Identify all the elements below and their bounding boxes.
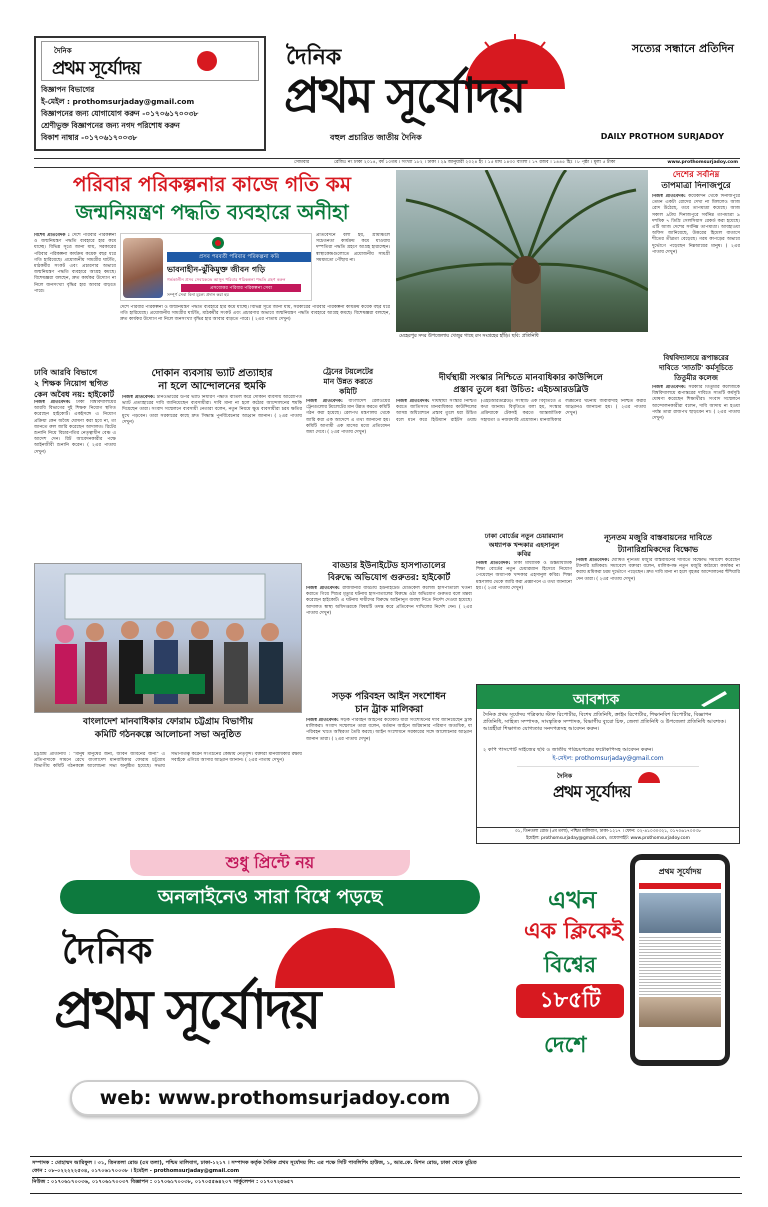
temperature-title1: দেশের সর্বনিম্ন xyxy=(672,170,720,180)
train-title3: কমিটি xyxy=(339,387,357,396)
banner-right xyxy=(514,850,754,1150)
banner-name: প্রথম সূর্যোদয় xyxy=(54,978,319,1041)
lead-title-line2: জন্মনিয়ন্ত্রণ পদ্ধতি ব্যবহারে অনীহা xyxy=(75,200,349,224)
titumir-body-text: সরকারি তিতুমীর কলেজকে বিশ্ববিদ্যালয়ে রূপান্তরের দাবিতে সাতটি কর্মসূচি ঘোষণা করেছেন শিক্ষার্থীরা। সংবাদ সম্মেলনে আন্দোলনকারীরা বলেন, দাবি আদায় না হওয়া পর্যন্ত তারা রাজপথ ছাড়বেন না। xyxy=(652,385,740,415)
temperature-title2: তাপমাত্রা দিনাজপুরে xyxy=(661,181,731,191)
ad-note2: প্রসবোত্তর পরিবার পরিকল্পনা সেবা xyxy=(181,284,301,292)
vat-body xyxy=(122,395,302,471)
lead-continued: ( ২এর পাতায় দেখুন) xyxy=(251,317,291,323)
vacancy-logo xyxy=(517,766,699,806)
masthead xyxy=(270,34,740,154)
banner-daily: দৈনিক xyxy=(62,931,153,972)
phone-lines xyxy=(639,935,721,995)
banner-web: web: www.prothomsurjadoy.com xyxy=(99,1087,451,1109)
hospital-title1: বাড্ডার ইউনাইটেড হাসপাতালের xyxy=(332,561,446,571)
phone-screen xyxy=(635,860,725,1060)
temperature-story xyxy=(652,170,740,350)
hospital-title2: বিরুদ্ধে অভিযোগ গুরুতর: হাইকোর্ট xyxy=(327,573,451,583)
temperature-byline: নিজস্ব প্রতিবেদক: xyxy=(652,194,686,199)
promo-banner xyxy=(14,850,754,1150)
dhabi-continued: ( ২এর পাতায় দেখুন) xyxy=(34,443,116,455)
wage-body xyxy=(576,558,740,674)
ad-box-line: শ্রেণীভুক্ত বিজ্ঞাপনের জন্য নগদ পরিশোধ করুন xyxy=(41,121,180,130)
titumir-story xyxy=(652,353,740,533)
vat-body-text: টার্নওভারের উপর ভ্যাট নির্ধারণ পদ্ধতি বাতিল করে দোকান ব্যবসায় আরোপিত ভ্যাট প্রত্যাহারের দাবি জানিয়েছেন ব্যবসায়ীরা। দাবি মানা না হলে কঠোর আন্দোলনের হুমকি দিয়েছেন তারা। সংবাদ সম্মেলনে ব্যবসায়ী নেতারা বলেন, নতুন নিয়মে ক্ষুদ্র ব্যবসায়ীরা চরম ক্ষতির মুখে পড়বেন। তারা সরকারের কাছে দ্রুত সিদ্ধান্ত পুনর্বিবেচনার আহ্বান জানান। xyxy=(122,395,302,419)
lead-body-col1 xyxy=(34,233,116,351)
government-emblem-icon xyxy=(211,236,225,250)
dhaka-board-byline: নিজস্ব প্রতিবেদক: xyxy=(476,561,511,566)
vacancy-line2: ২ কপি পাসপোর্ট সাইজের ছবি ও জাতীয় পরিচয়পত্রের ফটোকপিসহ আবেদন করুন। xyxy=(483,747,654,753)
temperature-body-text: কয়েকদিন থেকে দিনাজপুরে তেমন একটা রোদের দেখা না মিললেও আজ রোদ উঠেছে, তবে তাপমাত্রা কমেছে। আজ সকাল ৯টায় দিনাজপুরে সর্বনিম্ন তাপমাত্রা ৯ দশমিক ৭ ডিগ্রি সেলসিয়াস রেকর্ড করা হয়েছে। এটি আজ দেশের সর্বনিম্ন তাপমাত্রা। আবহাওয়া অফিস জানিয়েছে, উত্তরের হিমেল বাতাসে শীতের তীব্রতা বেড়েছে। গরম কাপড়ের অভাবে দুর্ভোগে পড়েছেন নিম্নআয়ের মানুষ। xyxy=(652,194,740,249)
dhaka-board-body-text: ঢাকা মাধ্যমিক ও উচ্চমাধ্যমিক শিক্ষা বোর্ডের নতুন চেয়ারম্যান হিসেবে নিয়োগ পেয়েছেন অধ্যাপক খন্দকার এহসানুল কবির। শিক্ষা মন্ত্রণালয় থেকে জারি করা প্রজ্ঞাপনে এ তথ্য জানানো হয়। xyxy=(476,561,572,591)
dhaka-board-story xyxy=(476,532,572,684)
lead-body-continued: প্রতিবেদনে বলা হয়, গ্রামাঞ্চলে সচেতনতা কার্যক্রম কমে যাওয়ায় দম্পতিরা পদ্ধতি গ্রহণে আগ্রহ হারাচ্ছেন। স্বাস্থ্যকেন্দ্রগুলোতে প্রয়োজনীয় সামগ্রী সময়মতো পৌঁছায় না। xyxy=(316,233,390,263)
dhabi-story xyxy=(34,367,116,559)
sun-icon xyxy=(637,769,661,783)
event-caption1: বাংলাদেশ মানবাধিকার ফোরাম চট্টগ্রাম বিভাগীয় xyxy=(82,717,254,727)
road-body xyxy=(306,718,472,838)
hrw-continued: ( ২এর পাতায় দেখুন) xyxy=(565,405,646,417)
sun-icon xyxy=(192,46,222,76)
ad-box-line: ই-মেইল : prothomsurjaday@gmail.com xyxy=(41,97,195,106)
vacancy-header xyxy=(477,685,739,709)
banner-count: ১৮৫টি xyxy=(539,988,601,1013)
vacancy-body: দৈনিক প্রথম সূর্যোদয় পত্রিকায় স্টাফ রিপোর্টার, বিশেষ প্রতিনিধি, ক্রাইম রিপোর্টার, শিক্ষানবিশ রিপোর্টার, বিজ্ঞাপন প্রতিনিধি, সাহিত্য সম্পাদক, সাংস্কৃতিক সম্পাদক, বিভাগীয় ব্যুরো চিফ, জেলা প্রতিনিধি ও উপজেলা প্রতিনিধি আবশ্যক। আগ্রহীরা শিক্ষাগত যোগ্যতার সনদপত্রসহ আবেদন করুন। xyxy=(483,712,726,733)
ad-box-line: বিকাশ নাম্বার -০১৭০৬১৭০০৩৮ xyxy=(41,133,138,142)
wage-title1: ন্যূনতম মজুরি বাস্তবায়নের দাবিতে xyxy=(604,533,712,542)
dhabi-title2: ২ শিক্ষক নিয়োগ স্থগিত xyxy=(34,379,109,388)
ad-title: প্রসব পরবর্তী পরিবার পরিকল্পনা করি xyxy=(167,252,311,262)
ad-box-line: বিজ্ঞাপন বিভাগের xyxy=(41,85,95,94)
titumir-body xyxy=(652,385,740,525)
lead-body-bottom xyxy=(120,305,390,353)
train-body xyxy=(306,399,390,469)
footer-imprint xyxy=(30,1156,742,1194)
titumir-title2: দাবিতে 'সাতটি' কর্মসূচিতে xyxy=(659,364,733,372)
train-body-text: বাংলাদেশ রেলওয়ের ট্রেনগুলোর টয়লেটের মান উন্নত করতে কমিটি গঠন করা হয়েছে। রেলপথ মন্ত্রণালয় থেকে জারি করা এক আদেশে এ তথ্য জানানো হয়। কমিটি আগামী এক মাসের মধ্যে প্রতিবেদন জমা দেবে। xyxy=(306,399,390,436)
hrw-title2: প্রস্তাব তুলে ধরা উচিত: এইচআরডব্লিউ xyxy=(453,385,589,395)
dhabi-title1: ঢাবি আরবি বিভাগে xyxy=(34,368,98,377)
wage-body-text: ঘোষিত ন্যূনতম মজুরি বাস্তবায়নের দাবিতে বিক্ষোভ সমাবেশ করেছেন ট্যানারি শ্রমিকরা। সমাবেশে বক্তারা বলেন, মালিকপক্ষ নতুন মজুরি কাঠামো কার্যকর না করায় শ্রমিকরা চরম দুর্ভোগে পড়েছেন। দ্রুত দাবি মানা না হলে বৃহত্তর আন্দোলনের হুঁশিয়ারি দেন তারা। xyxy=(576,558,740,582)
banner-left xyxy=(40,850,510,1150)
footer-line3: নিউজ : ০১৭০৬১৭০০৩৬, ০১৭০৬১৭০০৩৭ বিজ্ঞাপন : ০১৭০৬১৭০০৩৮, ০১৭০৫৫৬৪২০৭ সার্কুলেশন : ০১৭০৭২৫৬৫৭ xyxy=(32,1177,740,1186)
lead-byline: বিশেষ প্রতিবেদক : xyxy=(34,233,70,238)
dhaka-board-title1: ঢাকা বোর্ডের নতুন চেয়ারম্যান xyxy=(484,532,564,540)
train-byline: নিজস্ব প্রতিবেদক: xyxy=(306,399,343,404)
dhabi-title3: কেন অবৈধ নয়: হাইকোর্ট xyxy=(34,390,115,399)
ad-note: গর্ভকালীন প্রসব সেবাকেন্দ্রে আসুন পরিবার পরিকল্পনা পদ্ধতি গ্রহণ করুন xyxy=(167,277,286,282)
hospital-continued: ( ২এর পাতায় দেখুন) xyxy=(306,604,472,616)
banner-count-box xyxy=(516,984,624,1018)
event-caption2: কমিটি গঠনকল্পে আলোচনা সভা অনুষ্ঠিত xyxy=(94,730,242,740)
dateline-day: সোমবার xyxy=(294,160,310,165)
vat-story xyxy=(122,367,302,472)
lead-ad-image xyxy=(120,233,312,301)
lead-body-col3 xyxy=(316,233,390,303)
banner-green-strip xyxy=(60,880,480,914)
road-continued: ( ২এর পাতায় দেখুন) xyxy=(331,736,371,742)
banner-right1: এখন xyxy=(548,886,597,914)
masthead-daily: দৈনিক xyxy=(286,45,342,70)
train-story xyxy=(306,367,390,472)
vacancy-address: ৩১, তিনতলা রোড (৫ম তলা), পশ্চিম মালিবাগ, ঢাকা-১২১৭ । ফোন: ০২-৪১০৩০৩২১, ০১৭০৬১৭০০৩৮ xyxy=(477,827,739,835)
banner-right4: দেশে xyxy=(544,1033,587,1058)
event-body-text: চট্টগ্রাম প্রতিনিধি : "মানুষ মানুষের জন্য, জীবন জীবনের জন্য" এ প্রতিপাদ্যকে সামনে রেখে বাংলাদেশ মানবাধিকার ফোরাম চট্টগ্রাম বিভাগীয় কমিটি গঠনকল্পে আলোচনা সভা অনুষ্ঠিত হয়েছে। সভায় সভাপতিত্ব করেন সংগঠনের কেন্দ্রীয় নেতৃবৃন্দ। বক্তারা মানবাধিকার রক্ষায় সবাইকে এগিয়ে আসার আহ্বান জানান। xyxy=(34,752,302,770)
pen-icon xyxy=(699,687,729,707)
vacancy-logo-small: দৈনিক xyxy=(557,773,573,781)
palm-tree-illustration xyxy=(396,170,648,348)
vacancy-ad xyxy=(476,684,740,844)
titumir-byline: নিজস্ব প্রতিবেদক: xyxy=(652,385,686,390)
lead-body: দেশে পরিবার পরিকল্পনা ও জন্মনিয়ন্ত্রণ পদ্ধতি ব্যবহারে হার কমে যাচ্ছে। বিভিন্ন সূত্রে জানা যায়, সরকারের পরিবার পরিকল্পনা কার্যক্রম কয়েক বছর ধরে গতি হারিয়েছে। প্রয়োজনীয় সামগ্রীর ঘাটতি, মাঠকর্মীর সংকট এবং প্রচারণার অভাবে জন্মনিয়ন্ত্রণ পদ্ধতি ব্যবহারে আগ্রহ কমছে। বিশেষজ্ঞরা বলছেন, দ্রুত কার্যকর উদ্যোগ না নিলে জনসংখ্যা বৃদ্ধির হার আবার বাড়তে পারে। xyxy=(34,233,116,294)
wage-continued: ( ২এর পাতায় দেখুন) xyxy=(596,576,636,582)
dhabi-byline: নিজস্ব প্রতিবেদক: xyxy=(34,400,71,405)
lead-headline xyxy=(34,170,390,230)
hospital-byline: নিজস্ব প্রতিবেদক: xyxy=(306,586,340,591)
masthead-subtitle: বহুল প্রচারিত জাতীয় দৈনিক xyxy=(330,133,422,142)
road-title2: চান ট্রাক মালিকরা xyxy=(355,704,423,715)
event-photo xyxy=(34,563,302,713)
ad-foot: সম্পূর্ণ সেবা বিনা মূল্যে প্রদান করা হয় xyxy=(167,292,229,297)
dateline-website[interactable]: www.prothomsurjadoy.com xyxy=(667,160,738,165)
palm-photo-caption: মেহেরপুর সদর উপজেলায় খেজুর গাছে রস সংগ্রহের হাঁড়ি। ছবি: প্রতিনিধি xyxy=(396,332,648,348)
hrw-body xyxy=(396,399,646,473)
train-title1: ট্রেনের টয়লেটের xyxy=(322,367,374,376)
lead-body-bottom-text: দেশে পরিবার পরিকল্পনা ও জন্মনিয়ন্ত্রণ পদ্ধতি ব্যবহারে হার কমে যাচ্ছে। বিভিন্ন সূত্রে জানা যায়, সরকারের পরিবার পরিকল্পনা কার্যক্রম কয়েক বছর ধরে গতি হারিয়েছে। প্রয়োজনীয় সামগ্রীর ঘাটতি, মাঠকর্মীর সংকট এবং প্রচারণার অভাবে জন্মনিয়ন্ত্রণ পদ্ধতি ব্যবহারে আগ্রহ কমছে। বিশেষজ্ঞরা বলছেন, দ্রুত কার্যকর উদ্যোগ না নিলে জনসংখ্যা বৃদ্ধির হার আবার বাড়তে পারে। xyxy=(120,305,390,323)
phone-mockup xyxy=(630,854,730,1066)
palm-tree-photo xyxy=(396,170,648,348)
titumir-title3: তিতুমীর কলেজ xyxy=(674,374,718,382)
road-body-text: সড়ক পরিবহন আইনের কয়েকটি ধারা সংশোধনের দাবি জানিয়েছেন ট্রাক মালিকরা। সংবাদ সম্মেলনে তারা বলেন, বর্তমান আইনে জরিমানার পরিমাণ অত্যধিক, যা পরিবহন খাতে অস্থিরতা তৈরি করছে। আইন সংশোধনে সরকারের সঙ্গে আলোচনার আহ্বান জানান তারা। xyxy=(306,718,472,742)
dhaka-board-body xyxy=(476,561,572,679)
ad-box-logo xyxy=(41,41,259,81)
event-caption xyxy=(34,716,302,750)
footer-line1: সম্পাদক : মোহাম্মদ আরিফুল । ৩১, তিনতলা রোড (৫ম তলা), পশ্চিম মালিবাগ, ঢাকা-১২১৭ । সম্পাদক কর্তৃক দৈনিক প্রথম সূর্যোদয় লি: এর পক্ষে সিটি পাবলিশিং হাউজ, ১, আর.কে. মিশন রোড, ঢাকা থেকে মুদ্রিত xyxy=(32,1160,477,1166)
event-people-illustration xyxy=(35,564,302,713)
hrw-byline: নিজস্ব প্রতিবেদক: xyxy=(396,399,430,404)
ad-mother-child-image xyxy=(123,238,163,298)
vat-byline: নিজস্ব প্রতিবেদক: xyxy=(122,395,155,400)
ad-box-logo-text: প্রথম সূর্যোদয় xyxy=(52,58,141,79)
vat-title1: দোকান ব্যবসায় ভ্যাট প্রত্যাহার xyxy=(151,368,273,379)
temperature-continued: ( ২এর পাতায় দেখুন) xyxy=(652,243,740,255)
wage-story xyxy=(576,532,740,678)
road-byline: নিজস্ব প্রতিবেদক: xyxy=(306,718,339,723)
dhabi-body-text: ঢাকা বিশ্ববিদ্যালয়ের আরবি বিভাগের দুই শিক্ষক নিয়োগ স্থগিত করেছেন হাইকোর্ট। একইসঙ্গে এ নিয়োগ প্রক্রিয়া কেন অবৈধ ঘোষণা করা হবে না, তা জানতে রুল জারি করেছেন আদালত। রিটের শুনানি নিয়ে বিচারপতির নেতৃত্বাধীন বেঞ্চ এ আদেশ দেন। রিট আবেদনকারীর পক্ষে আইনজীবী শুনানি করেন। xyxy=(34,400,116,449)
dateline-text: রেজিঃ নং ঢাকা ২০১৪, বর্ষ ১০তম । সংখ্যা ১৮২ । ঢাকা । ২৯ জানুয়ারী ২০২৪ ইং । ১৫ মাঘ ১৪৩০ বাংলা । ১৭ রজব । ১৪৪৫ হিঃ । ৮ পৃষ্ঠা । মূল্য ৫ টাকা xyxy=(334,160,616,165)
vacancy-email[interactable]: ই-মেইল: prothomsurjaday@gmail.com xyxy=(552,755,664,763)
masthead-title: প্রথম সূর্যোদয় xyxy=(284,68,525,124)
footer-line2: ফোন : ০৮-০২২২২২৫৩৪, ০১৭০৬১৭০০৩৮ । ইমেইল - prothomsurjaday@gmail.com xyxy=(32,1168,240,1174)
vacancy-title: আবশ্যক xyxy=(573,692,620,708)
hospital-story xyxy=(306,560,472,684)
banner-web-box[interactable] xyxy=(70,1080,480,1116)
lead-title-line1: পরিবার পরিকল্পনার কাজে গতি কম xyxy=(72,172,352,196)
road-title1: সড়ক পরিবহন আইন সংশোধন xyxy=(332,691,446,702)
vacancy-logo-text: প্রথম সূর্যোদয় xyxy=(553,782,631,802)
vat-title2: না হলে আন্দোলনের হুমকি xyxy=(158,381,266,392)
masthead-tagline: সত্যের সন্ধানে প্রতিদিন xyxy=(631,42,734,55)
dhaka-board-continued: ( ২এর পাতায় দেখুন) xyxy=(484,585,524,591)
phone-headline-bar xyxy=(639,883,721,889)
event-continued: ( ২এর পাতায় দেখুন) xyxy=(244,758,284,764)
hrw-title1: দীর্ঘস্থায়ী সংস্কার নিশ্চিতে মানবাধিকার কাউন্সিলে xyxy=(439,373,603,383)
dhaka-board-title3: কবির xyxy=(517,550,531,558)
phone-logo: প্রথম সূর্যোদয় xyxy=(658,867,702,876)
dateline-bar xyxy=(34,158,740,168)
hrw-story xyxy=(396,372,646,476)
dhaka-board-title2: অধ্যাপক খন্দকার এহসানুল xyxy=(488,541,560,549)
train-continued: ( ২এর পাতায় দেখুন) xyxy=(327,430,367,436)
temperature-body xyxy=(652,194,740,344)
banner-top-line1: শুধু প্রিন্টে নয় xyxy=(225,853,315,872)
wage-byline: নিজস্ব প্রতিবেদক: xyxy=(576,558,610,563)
phone-photo2 xyxy=(639,997,721,1027)
hospital-body xyxy=(306,586,472,682)
banner-pink-strip xyxy=(130,850,410,876)
vat-continued: ( ২এর পাতায় দেখুন) xyxy=(122,413,302,425)
masthead-ad-box xyxy=(34,36,266,151)
vacancy-address2: ইমেইল: prothomsurjaday@gmail.com, ওয়েবসাইট: www.prothomsurjadoy.com xyxy=(526,836,690,841)
hrw-body-text: দীর্ঘস্থায়ী সংস্কার নিশ্চিত করতে জাতিসংঘ মানবাধিকার কাউন্সিলের আসন্ন অধিবেশনে প্রস্তাব তুলে ধরা উচিত বলে মনে করে হিউম্যান রাইটস ওয়াচ (এইচআরডব্লিউ)। সংস্থাটি এক বিবৃতিতে এ কথা জানায়। বিবৃতিতে বলা হয়, সংস্কার প্রক্রিয়াকে টেকসই করতে আন্তর্জাতিক সহায়তা ও নজরদারি প্রয়োজন। মানবাধিকার লঙ্ঘনের ঘটনায় জবাবদিহি নিশ্চিত করার আহ্বানও জানানো হয়। xyxy=(396,399,646,423)
event-body xyxy=(34,752,302,842)
train-title2: মান উন্নত করতে xyxy=(323,377,373,386)
phone-photo xyxy=(639,893,721,933)
ad-subtitle: ভাবনাহীন-ঝুঁকিমুক্ত জীবন গড়ি xyxy=(167,265,266,274)
dhabi-body xyxy=(34,400,116,550)
titumir-title1: বিশ্ববিদ্যালয়ে রূপান্তরের xyxy=(663,354,729,362)
ad-box-logo-small: দৈনিক xyxy=(54,47,72,55)
hospital-body-text: রাজধানীর বাড্ডায় ইউনাইটেড মেডিকেল কলেজ হাসপাতালে খতনা করাতে গিয়ে শিশুর মৃত্যুর ঘটনায় হাসপাতালের বিরুদ্ধে ওঠা অভিযোগ গুরুতর বলে মন্তব্য করেছেন হাইকোর্ট। এ ঘটনায় দায়ীদের বিরুদ্ধে আইনানুগ ব্যবস্থা নিতে নির্দেশ দেওয়া হয়েছে। আদালত স্বাস্থ্য অধিদপ্তরকে বিষয়টি তদন্ত করে প্রতিবেদন দাখিলের নির্দেশ দেন। xyxy=(306,586,472,610)
banner-right2: এক ক্লিকেই xyxy=(524,919,623,944)
road-story xyxy=(306,690,472,842)
ad-box-line: বিজ্ঞাপনের জন্য যোগাযোগ করুন -০১৭০৬১৭০০৩৮ xyxy=(41,109,199,118)
wage-title2: ট্যানারিশ্রমিকদের বিক্ষোভ xyxy=(617,545,699,554)
masthead-english-name: DAILY PROTHOM SURJADOY xyxy=(600,132,724,141)
banner-top-line2: অনলাইনেও সারা বিশ্বে পড়ছে xyxy=(157,886,383,908)
titumir-continued: ( ২এর পাতায় দেখুন) xyxy=(652,409,740,422)
banner-right3: বিশ্বের xyxy=(544,953,597,978)
